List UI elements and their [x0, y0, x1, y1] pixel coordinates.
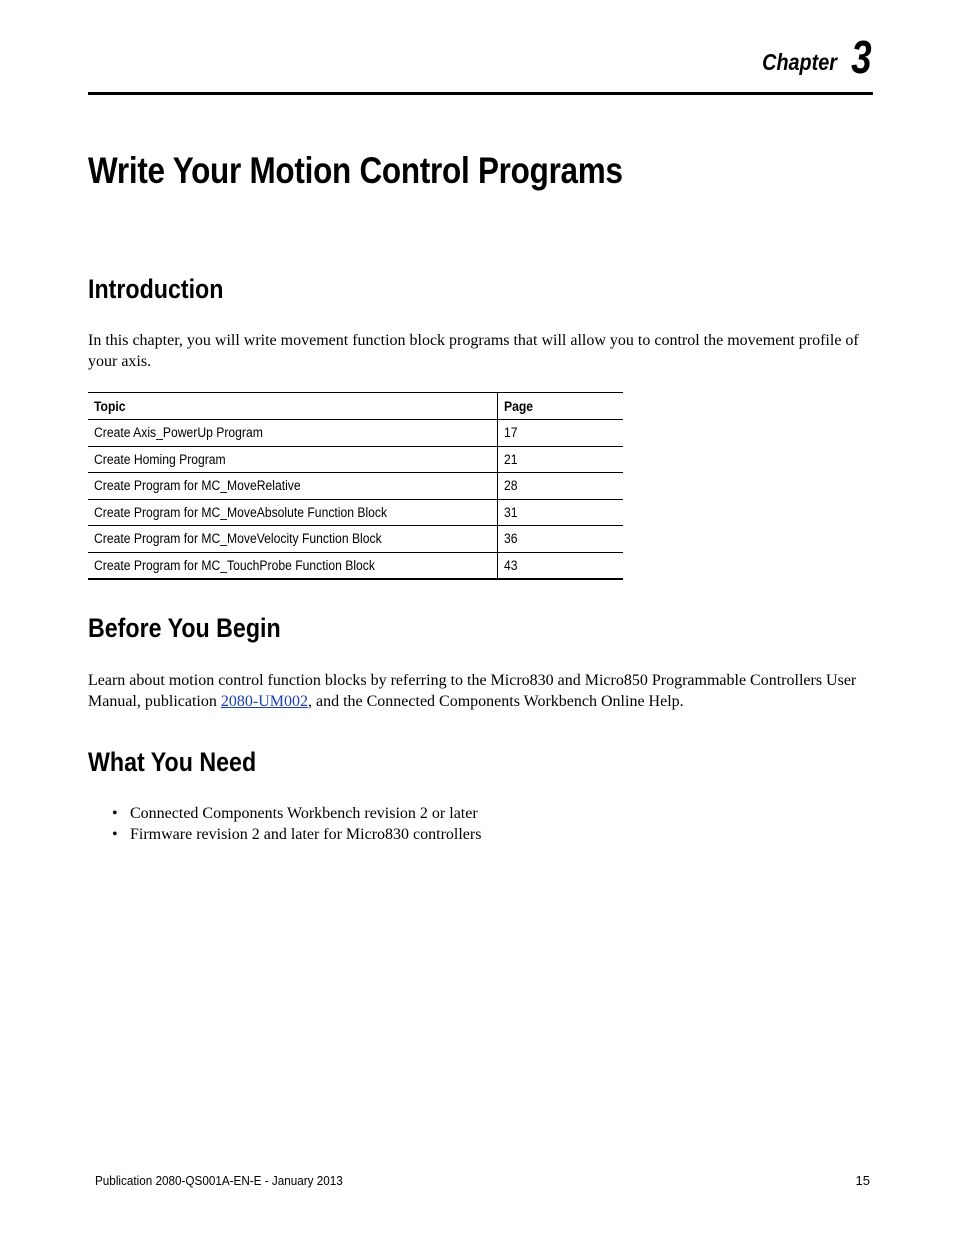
- topic-cell: Create Program for MC_MoveVelocity Function Block: [88, 526, 498, 553]
- chapter-heading: [750, 30, 873, 83]
- topic-cell: Create Homing Program: [88, 446, 498, 473]
- bullet-icon: •: [112, 826, 118, 843]
- table-row: [88, 499, 623, 526]
- table-header-row: [88, 393, 623, 420]
- table-row: [88, 526, 623, 553]
- before-you-begin-paragraph: [88, 671, 873, 712]
- bullet-icon: •: [112, 805, 118, 822]
- chapter-number: 3: [851, 31, 872, 83]
- requirements-list: [112, 803, 481, 845]
- table-row: [88, 552, 623, 579]
- introduction-paragraph: In this chapter, you will write movement function block programs that will allow you to control the movement profile of your axis.: [88, 332, 859, 370]
- section-heading-what-you-need: What You Need: [88, 747, 257, 777]
- table-row: [88, 420, 623, 447]
- page-title: Write Your Motion Control Programs: [88, 150, 623, 191]
- page-cell: 28: [498, 473, 624, 500]
- footer-page-number: 15: [855, 1173, 870, 1188]
- section-heading-introduction: Introduction: [88, 274, 224, 304]
- page-cell: 31: [498, 499, 624, 526]
- topics-table: [88, 392, 623, 580]
- section-heading-before-you-begin: Before You Begin: [88, 613, 281, 643]
- paragraph-text: , and the Connected Components Workbench Online Help.: [307, 692, 684, 710]
- topic-cell: Create Axis_PowerUp Program: [88, 420, 498, 447]
- publication-link[interactable]: 2080-UM002: [220, 692, 308, 710]
- topic-cell: Create Program for MC_MoveRelative: [88, 473, 498, 500]
- paragraph-text: Learn about motion control function blocks by referring to the Micro830 and Micro850 Programmable Controllers User Manual, publication: [88, 672, 857, 710]
- column-header-topic: Topic: [88, 393, 498, 420]
- topic-cell: Create Program for MC_MoveAbsolute Function Block: [88, 499, 498, 526]
- chapter-label: Chapter: [761, 49, 837, 75]
- page-cell: 17: [498, 420, 624, 447]
- page-cell: 36: [498, 526, 624, 553]
- footer-publication: Publication 2080-QS001A-EN-E - January 2013: [95, 1173, 343, 1188]
- list-item: • Firmware revision 2 and later for Micro830 controllers: [112, 826, 482, 843]
- table-row: [88, 473, 623, 500]
- column-header-page: Page: [498, 393, 624, 420]
- page-cell: 43: [498, 552, 624, 579]
- page-cell: 21: [498, 446, 624, 473]
- table-row: [88, 446, 623, 473]
- list-item: • Connected Components Workbench revision 2 or later: [112, 805, 478, 822]
- topic-cell: Create Program for MC_TouchProbe Function Block: [88, 552, 498, 579]
- chapter-divider: [88, 92, 873, 95]
